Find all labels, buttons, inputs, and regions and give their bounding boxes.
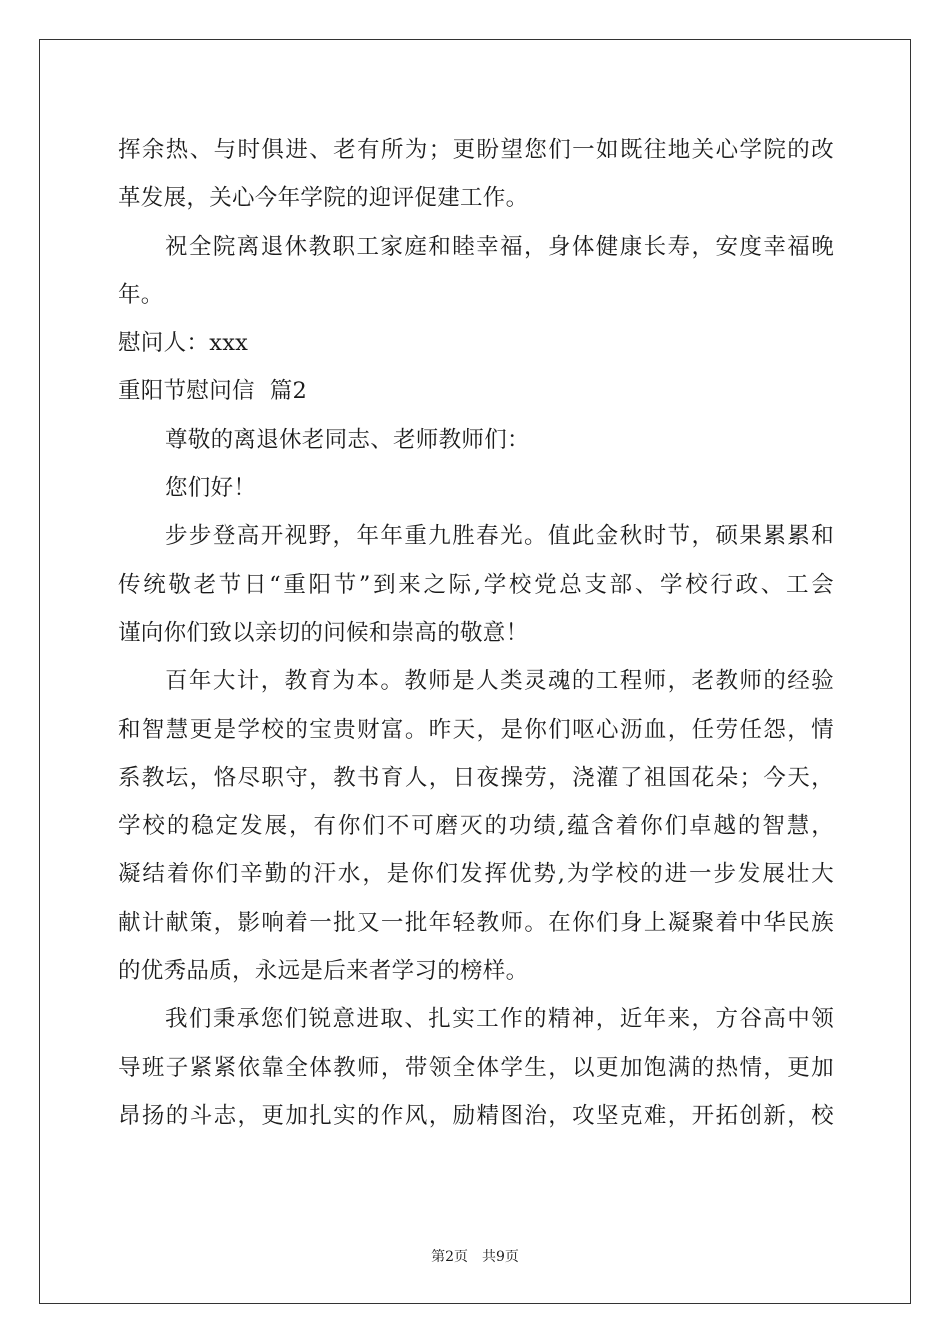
- page-footer: [0, 1246, 950, 1266]
- section-heading: 重阳节慰问信 篇2: [118, 378, 308, 405]
- text-line: 谨向你们致以亲切的问候和崇高的敬意！: [118, 619, 529, 646]
- text-line: 我们秉承您们锐意进取、扎实工作的精神，近年来，方谷高中领: [165, 1006, 834, 1033]
- text-line: 导班子紧紧依靠全体教师，带领全体学生，以更加饱满的热情，更加: [118, 1054, 834, 1081]
- page-total: 共9页: [482, 1249, 519, 1265]
- text-line: 革发展，关心今年学院的迎评促建工作。: [118, 185, 529, 212]
- text-line: 传统敬老节日“重阳节”到来之际,学校党总支部、学校行政、工会: [118, 571, 834, 598]
- text-line: 学校的稳定发展，有你们不可磨灭的功绩,蕴含着你们卓越的智慧，: [118, 813, 834, 840]
- signature-line: 慰问人：xxx: [118, 330, 249, 357]
- text-line: 和智慧更是学校的宝贵财富。昨天，是你们呕心沥血，任劳任怨，情: [118, 716, 834, 743]
- text-line: 献计献策，影响着一批又一批年轻教师。在你们身上凝聚着中华民族: [118, 909, 834, 936]
- text-line: 祝全院离退休教职工家庭和睦幸福，身体健康长寿，安度幸福晚: [165, 233, 834, 260]
- text-line: 凝结着你们辛勤的汗水，是你们发挥优势,为学校的进一步发展壮大: [118, 861, 834, 888]
- page-number: 第2页: [431, 1249, 468, 1265]
- text-line: 百年大计，教育为本。教师是人类灵魂的工程师，老教师的经验: [165, 668, 834, 695]
- text-line: 系教坛，恪尽职守，教书育人，日夜操劳，浇灌了祖国花朵；今天，: [118, 764, 834, 791]
- text-line: 步步登高开视野，年年重九胜春光。值此金秋时节，硕果累累和: [165, 523, 834, 550]
- text-line: 挥余热、与时俱进、老有所为；更盼望您们一如既往地关心学院的改: [118, 137, 834, 163]
- salutation: 尊敬的离退休老同志、老师教师们：: [165, 426, 530, 453]
- document-body: [118, 126, 834, 1140]
- text-line: 昂扬的斗志，更加扎实的作风，励精图治，攻坚克难，开拓创新，校: [118, 1102, 834, 1129]
- text-line: 的优秀品质，永远是后来者学习的榜样。: [118, 958, 529, 985]
- greeting: 您们好！: [165, 475, 257, 502]
- text-line: 年。: [118, 281, 164, 308]
